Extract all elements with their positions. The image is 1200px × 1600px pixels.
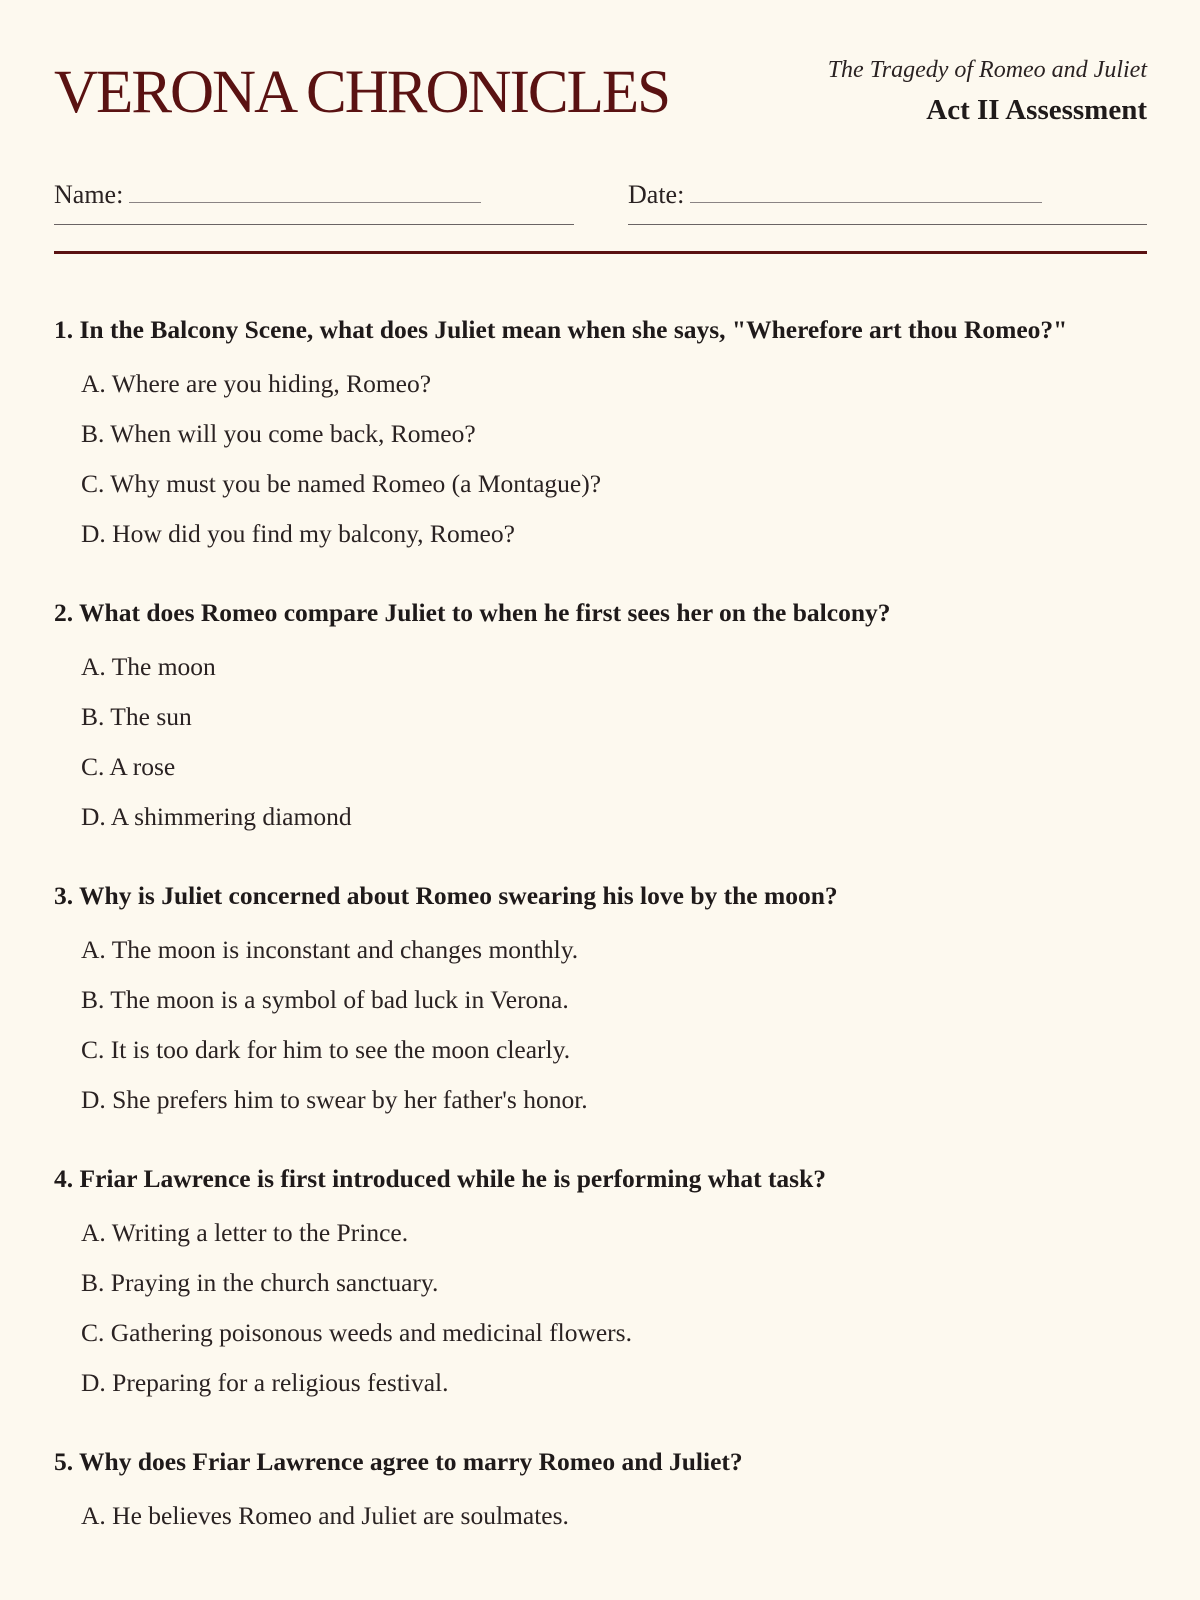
brand-title: VERONA CHRONICLES [54,59,670,126]
answer-option[interactable]: B. When will you come back, Romeo? [81,419,476,448]
answer-option[interactable]: A. Writing a letter to the Prince. [81,1218,409,1247]
student-info-fields [54,180,1147,225]
question-text: 5. Why does Friar Lawrence agree to marry Romeo and Juliet? [54,1447,743,1476]
question-3 [54,874,1147,1125]
header-divider [54,251,1147,254]
answer-option[interactable]: A. He believes Romeo and Juliet are soulmates. [81,1501,569,1530]
answer-option[interactable]: C. It is too dark for him to see the moon clearly. [81,1035,571,1064]
play-subtitle: The Tragedy of Romeo and Juliet [827,57,1147,83]
header [54,0,1147,160]
answer-option[interactable]: D. She prefers him to swear by her father's honor. [81,1085,588,1114]
answer-option[interactable]: A. The moon is inconstant and changes monthly. [81,935,579,964]
answer-option[interactable]: D. Preparing for a religious festival. [81,1368,449,1397]
question-2 [54,591,1147,842]
worksheet-page [54,0,1147,1530]
answer-option[interactable]: B. The moon is a symbol of bad luck in Verona. [81,985,569,1014]
date-label: Date: [628,180,685,209]
question-1 [54,308,1147,559]
answer-option[interactable]: D. A shimmering diamond [81,802,352,831]
answer-option[interactable]: C. Why must you be named Romeo (a Montague)? [81,469,602,498]
answer-option[interactable]: C. A rose [81,752,176,781]
question-4 [54,1157,1147,1408]
date-blank-line[interactable] [690,181,1042,203]
question-list [54,308,1147,1573]
answer-option[interactable]: A. Where are you hiding, Romeo? [81,369,432,398]
name-field[interactable] [54,180,574,225]
question-5 [54,1440,1147,1541]
name-label: Name: [54,180,124,209]
answer-option[interactable]: B. The sun [81,702,192,731]
question-text: 2. What does Romeo compare Juliet to when he first sees her on the balcony? [54,598,891,627]
date-field[interactable] [628,180,1147,225]
answer-option[interactable]: B. Praying in the church sanctuary. [81,1268,439,1297]
answer-option[interactable]: C. Gathering poisonous weeds and medicinal flowers. [81,1318,632,1347]
assessment-title: Act II Assessment [926,94,1147,126]
answer-option[interactable]: A. The moon [81,652,216,681]
question-text: 1. In the Balcony Scene, what does Juliet mean when she says, "Wherefore art thou Romeo?" [54,315,1068,344]
question-text: 3. Why is Juliet concerned about Romeo swearing his love by the moon? [54,881,838,910]
answer-option[interactable]: D. How did you find my balcony, Romeo? [81,519,515,548]
question-text: 4. Friar Lawrence is first introduced while he is performing what task? [54,1164,827,1193]
name-blank-line[interactable] [129,181,481,203]
